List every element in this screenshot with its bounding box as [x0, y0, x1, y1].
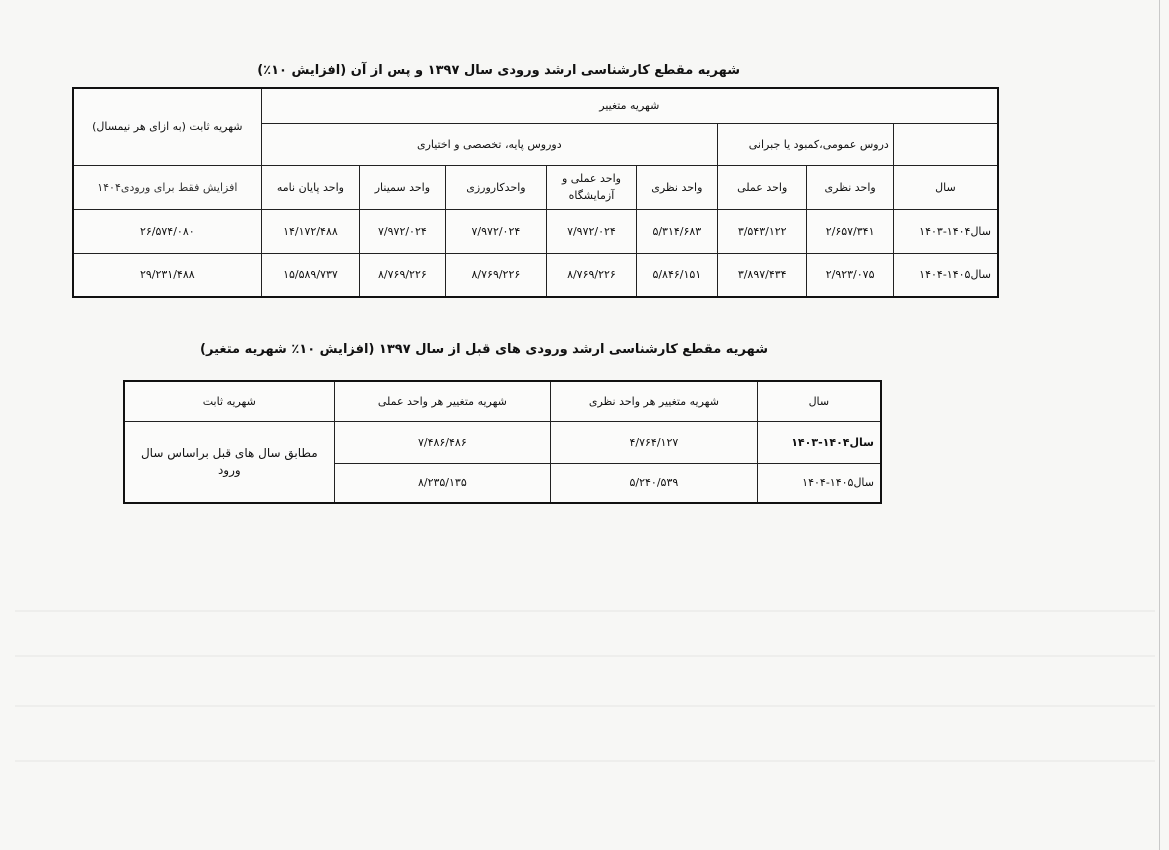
row-year: سال۱۴۰۴-۱۴۰۳ [893, 209, 998, 253]
col-gen-theory: واحد نظری [807, 165, 893, 209]
gen-theory-value: ۲/۶۵۷/۳۴۱ [807, 209, 893, 253]
gen-theory-value: ۲/۹۲۳/۰۷۵ [807, 253, 893, 297]
core-practical-lab-value: ۷/۹۷۲/۰۲۴ [547, 209, 636, 253]
row-year: سال۱۴۰۴-۱۴۰۳ [757, 421, 881, 463]
core-theory-value: ۵/۳۱۴/۶۸۳ [636, 209, 717, 253]
core-courses-header: دوروس پایه، تخصصی و اختیاری [261, 123, 717, 165]
thesis-value: ۱۴/۱۷۲/۴۸۸ [261, 209, 360, 253]
row-year: سال۱۴۰۵-۱۴۰۴ [893, 253, 998, 297]
seminar-value: ۸/۷۶۹/۲۲۶ [360, 253, 445, 297]
general-courses-header: دروس عمومی،کمبود یا جبرانی [717, 123, 893, 165]
theory-value: ۵/۲۴۰/۵۳۹ [551, 463, 758, 503]
col-year: سال [893, 165, 998, 209]
fixed-note: مطابق سال های قبل براساس سال ورود [124, 421, 334, 503]
table-row [73, 253, 998, 297]
gen-practical-value: ۳/۸۹۷/۴۳۴ [717, 253, 806, 297]
scan-artifact [15, 655, 1155, 657]
col-thesis: واحد پایان نامه [261, 165, 360, 209]
seminar-value: ۷/۹۷۲/۰۲۴ [360, 209, 445, 253]
core-practical-lab-value: ۸/۷۶۹/۲۲۶ [547, 253, 636, 297]
col-seminar: واحد سمینار [360, 165, 445, 209]
practical-value: ۷/۴۸۶/۴۸۶ [334, 421, 551, 463]
internship-value: ۷/۹۷۲/۰۲۴ [445, 209, 547, 253]
thesis-value: ۱۵/۵۸۹/۷۳۷ [261, 253, 360, 297]
col-theory: شهریه متغییر هر واحد نظری [551, 381, 758, 421]
col-core-theory: واحد نظری [636, 165, 717, 209]
col-practical: شهریه متغییر هر واحد عملی [334, 381, 551, 421]
page-edge [1159, 0, 1160, 850]
fixed-value: ۲۶/۵۷۴/۰۸۰ [73, 209, 261, 253]
col-core-practical-lab: واحد عملی و آزمایشگاه [547, 165, 636, 209]
empty-cell [893, 123, 998, 165]
practical-value: ۸/۲۳۵/۱۳۵ [334, 463, 551, 503]
variable-tuition-header: شهریه متغییر [261, 88, 998, 123]
col-fixed: شهریه ثابت [124, 381, 334, 421]
col-fixed-note: افزایش فقط برای ورودی۱۴۰۴ [73, 165, 261, 209]
table-row [73, 209, 998, 253]
pre-1397-tuition-table [123, 380, 882, 504]
gen-practical-value: ۳/۵۴۳/۱۲۲ [717, 209, 806, 253]
internship-value: ۸/۷۶۹/۲۲۶ [445, 253, 547, 297]
col-year: سال [757, 381, 881, 421]
post-1397-tuition-table [72, 87, 999, 298]
fixed-value: ۲۹/۲۳۱/۴۸۸ [73, 253, 261, 297]
col-gen-practical: واحد عملی [717, 165, 806, 209]
section2-title: شهریه مقطع کارشناسی ارشد ورودی های قبل از سال ۱۳۹۷ (افزایش ۱۰٪ شهریه متغیر) [200, 342, 768, 357]
scan-artifact [15, 610, 1155, 612]
scan-artifact [15, 705, 1155, 707]
fixed-tuition-header: شهریه ثابت (به ازای هر نیمسال) [73, 88, 261, 165]
col-internship: واحدکارورزی [445, 165, 547, 209]
core-theory-value: ۵/۸۴۶/۱۵۱ [636, 253, 717, 297]
section1-title: شهریه مقطع کارشناسی ارشد ورودی سال ۱۳۹۷ و پس از آن (افزایش ۱۰٪) [257, 63, 740, 78]
table-row [124, 421, 881, 463]
row-year: سال۱۴۰۵-۱۴۰۴ [757, 463, 881, 503]
scan-artifact [15, 760, 1155, 762]
theory-value: ۴/۷۶۴/۱۲۷ [551, 421, 758, 463]
